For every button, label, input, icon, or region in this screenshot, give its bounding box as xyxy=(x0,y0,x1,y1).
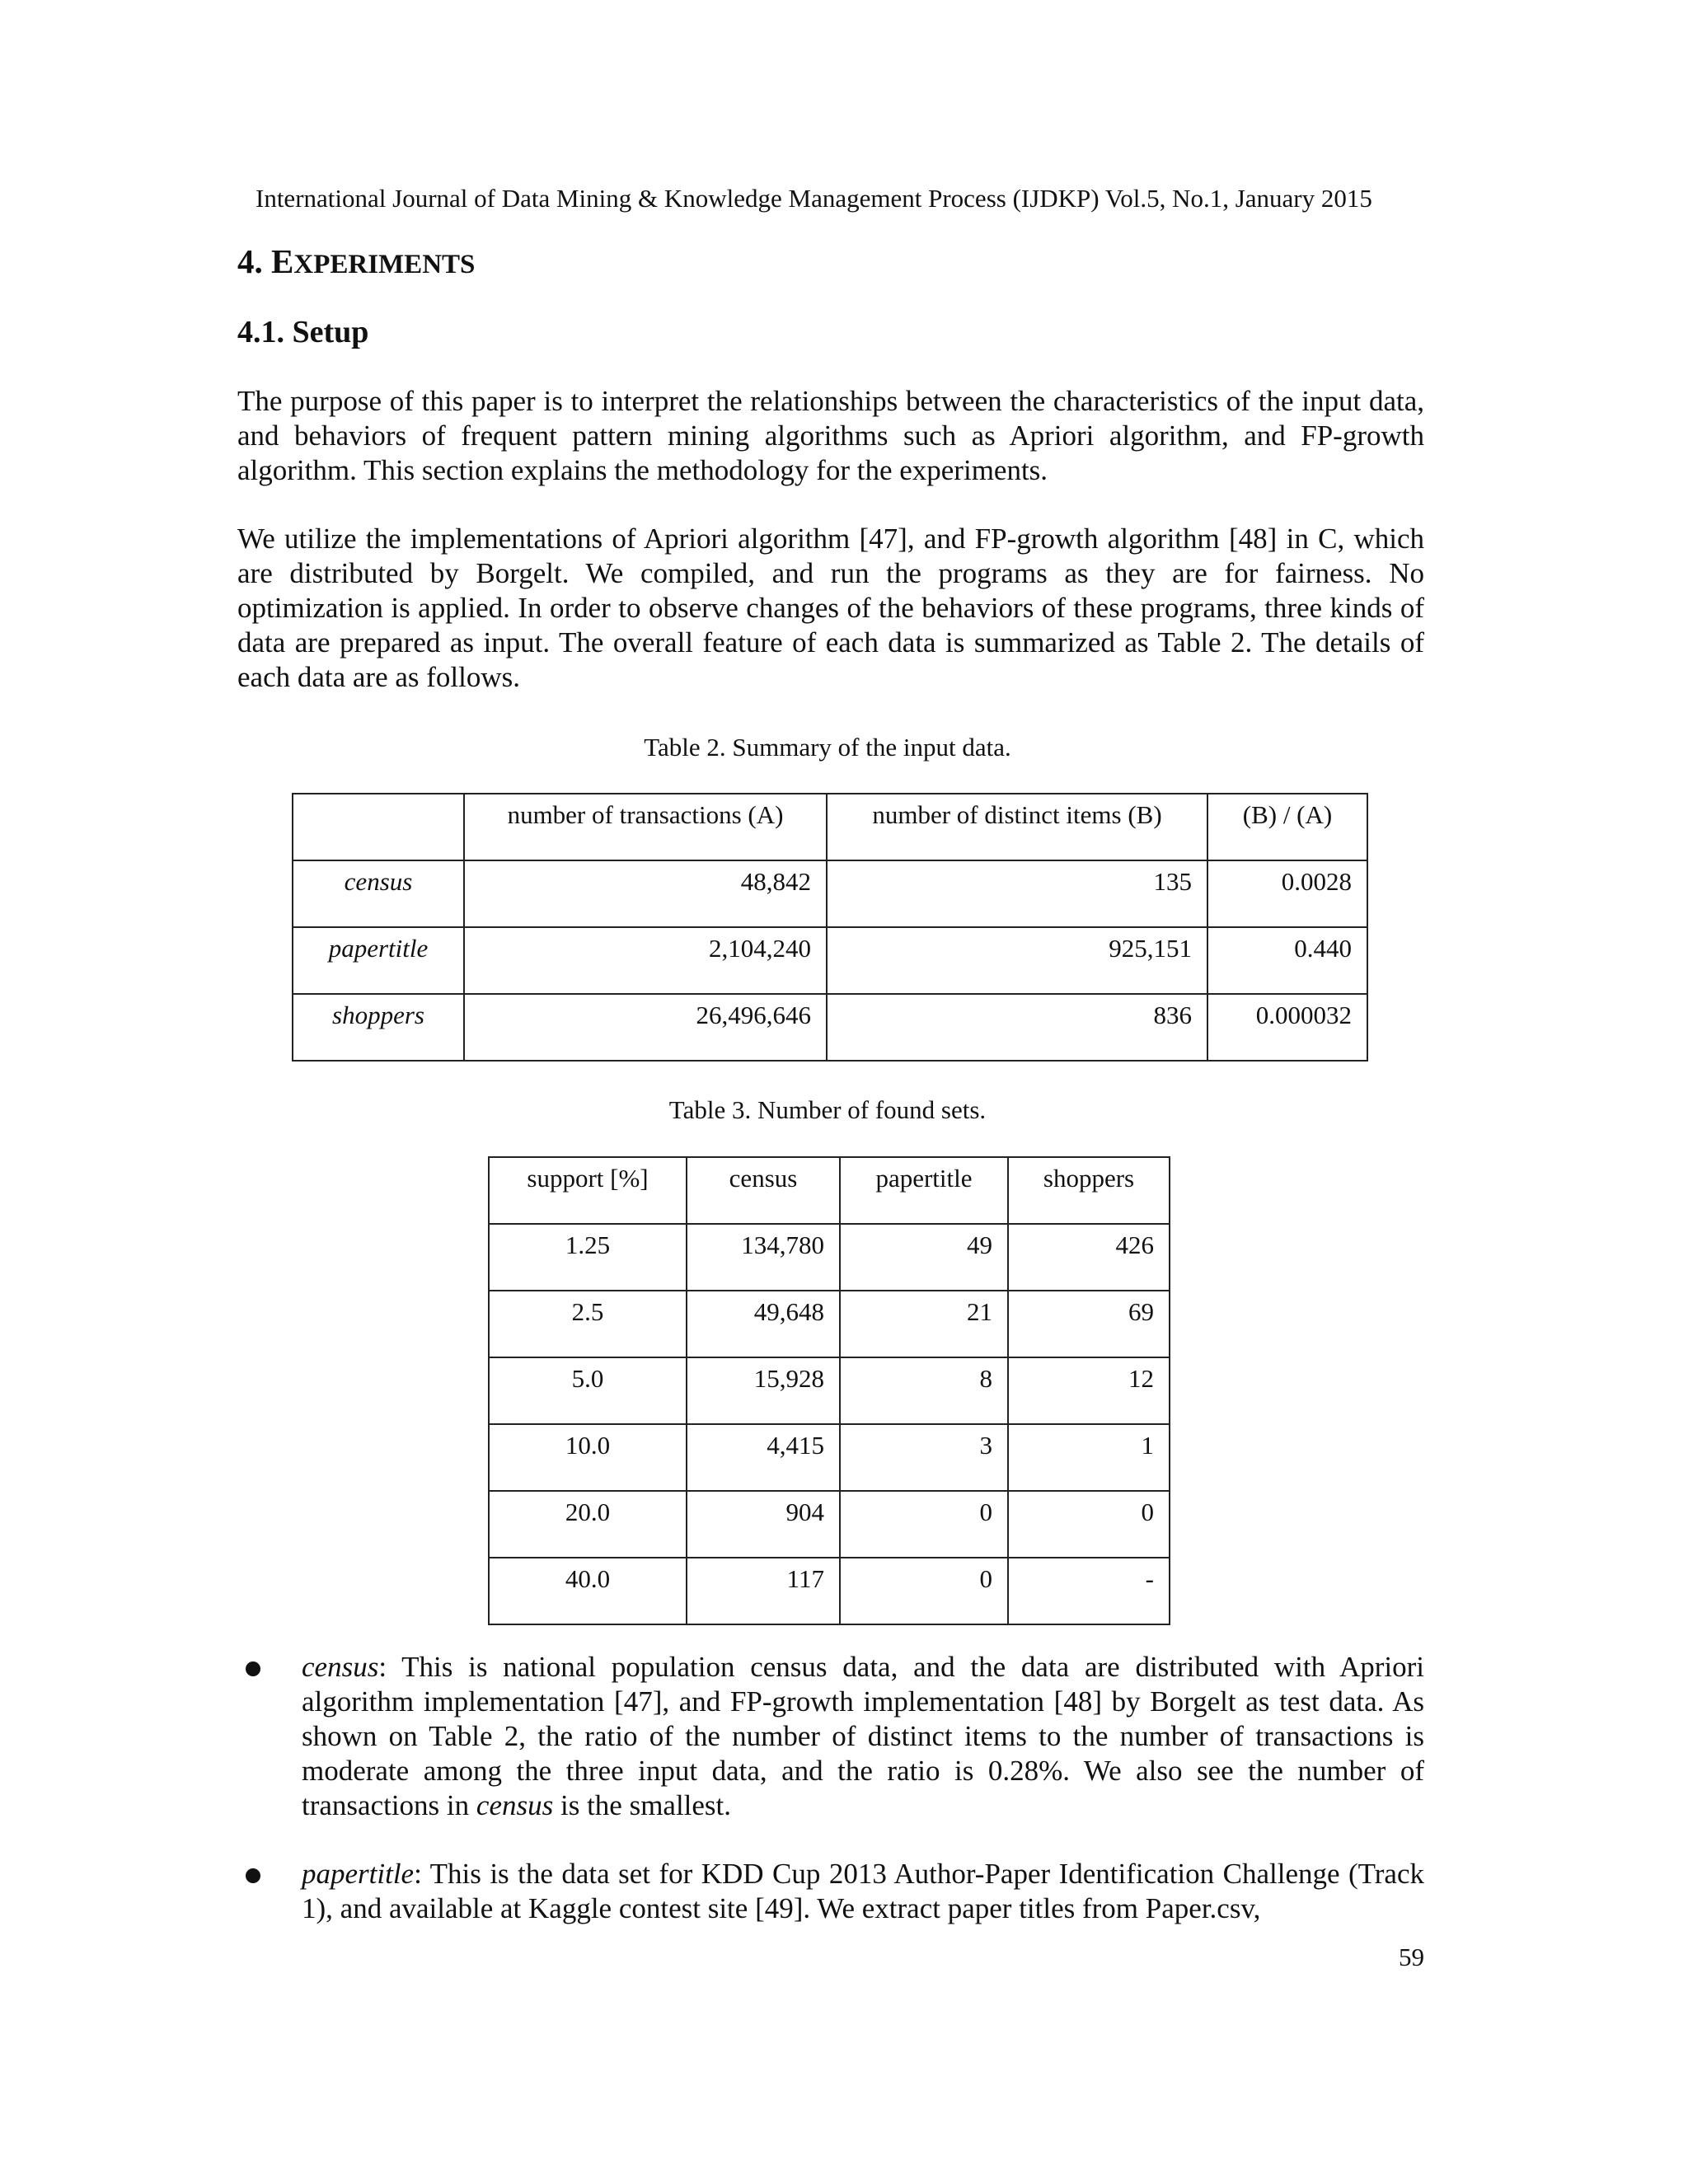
table-cell: 12 xyxy=(1008,1357,1170,1424)
section-title-initial: E xyxy=(271,242,294,280)
bullet-body-end: is the smallest. xyxy=(553,1789,732,1821)
table-found-sets xyxy=(488,1156,1170,1625)
bullet-icon xyxy=(246,1661,260,1676)
section-title-rest: XPERIMENTS xyxy=(293,250,476,279)
section-title xyxy=(237,241,475,285)
table-cell: 26,496,646 xyxy=(464,994,827,1061)
subsection-title: 4.1. Setup xyxy=(237,315,369,349)
table2-caption: Table 2. Summary of the input data. xyxy=(644,733,1011,762)
table3-caption: Table 3. Number of found sets. xyxy=(668,1095,987,1124)
support-cell: 1.25 xyxy=(489,1224,687,1291)
table-cell: 925,151 xyxy=(827,927,1207,994)
table-header-cell: papertitle xyxy=(840,1157,1008,1224)
table-cell: 426 xyxy=(1008,1224,1170,1291)
table-row xyxy=(489,1357,1170,1424)
table-header-cell: support [%] xyxy=(489,1157,687,1224)
table-cell: 3 xyxy=(840,1424,1008,1491)
table-header-row xyxy=(489,1157,1170,1224)
table-cell: 0 xyxy=(840,1558,1008,1624)
table-cell: 8 xyxy=(840,1357,1008,1424)
dataset-term: census xyxy=(476,1789,554,1821)
dataset-term: papertitle xyxy=(302,1858,415,1890)
table-row xyxy=(293,927,1367,994)
table-header-cell: census xyxy=(687,1157,840,1224)
section-number: 4. xyxy=(237,242,263,280)
table-cell: 0.0028 xyxy=(1207,860,1367,927)
support-cell: 2.5 xyxy=(489,1291,687,1357)
dataset-name-cell: census xyxy=(293,860,464,927)
bullet-icon xyxy=(246,1868,260,1883)
bullet-text xyxy=(302,1650,1424,1823)
paragraph-implementation: We utilize the implementations of Apriori algorithm [47], and FP-growth algorithm [48] in C, which are distributed by Borgelt. We compiled, and run the programs as they are for fairness. No optimization is applied. In order to observe changes of the behaviors of these programs, three kinds of data are prepared as input. The overall feature of each data is summarized as Table 2. The details of each data are as follows. xyxy=(237,523,1424,693)
support-cell: 20.0 xyxy=(489,1491,687,1558)
table-cell: 15,928 xyxy=(687,1357,840,1424)
table-cell: 48,842 xyxy=(464,860,827,927)
table-cell: 4,415 xyxy=(687,1424,840,1491)
table-row xyxy=(489,1491,1170,1558)
paragraph-purpose: The purpose of this paper is to interpret the relationships between the characteristics of the input data, and behaviors of frequent pattern mining algorithms such as Apriori algorithm, and FP-growth algorithm. This section explains the methodology for the experiments. xyxy=(237,385,1424,486)
table-cell: 2,104,240 xyxy=(464,927,827,994)
table-cell: 0.440 xyxy=(1207,927,1367,994)
table-header-cell: number of transactions (A) xyxy=(464,794,827,860)
page-number: 59 xyxy=(1399,1943,1424,1971)
table-header-row xyxy=(293,794,1367,860)
table-row xyxy=(489,1224,1170,1291)
table-cell: 0 xyxy=(1008,1491,1170,1558)
table-row xyxy=(293,994,1367,1061)
table-cell: 117 xyxy=(687,1558,840,1624)
table-cell: 134,780 xyxy=(687,1224,840,1291)
table-cell: 135 xyxy=(827,860,1207,927)
table-row xyxy=(489,1291,1170,1357)
table-header-cell: number of distinct items (B) xyxy=(827,794,1207,860)
table-header-cell: shoppers xyxy=(1008,1157,1170,1224)
dataset-name-cell: papertitle xyxy=(293,927,464,994)
table-cell: 69 xyxy=(1008,1291,1170,1357)
bullet-text xyxy=(302,1857,1424,1926)
journal-header: International Journal of Data Mining & Knowledge Management Process (IJDKP) Vol.5, No.1, January 2015 xyxy=(256,184,1372,213)
bullet-body: : This is the data set for KDD Cup 2013 Author-Paper Identification Challenge (Track 1), and available at Kaggle contest site [49]. We extract paper titles from Paper.csv, xyxy=(302,1858,1424,1924)
table-cell: 1 xyxy=(1008,1424,1170,1491)
table-cell: - xyxy=(1008,1558,1170,1624)
table-cell: 0 xyxy=(840,1491,1008,1558)
dataset-term: census xyxy=(302,1651,379,1683)
support-cell: 5.0 xyxy=(489,1357,687,1424)
table-cell: 49,648 xyxy=(687,1291,840,1357)
table-cell: 836 xyxy=(827,994,1207,1061)
table-row xyxy=(489,1424,1170,1491)
bullet-body: : This is national population census data, and the data are distributed with Apriori algorithm implementation [47], and FP-growth implementation [48] by Borgelt as test data. As shown on Table 2, the ratio of the number of distinct items to the number of transactions is moderate among the three input data, and the ratio is 0.28%. We also see the number of transactions in xyxy=(302,1651,1424,1821)
table-cell: 21 xyxy=(840,1291,1008,1357)
dataset-name-cell: shoppers xyxy=(293,994,464,1061)
support-cell: 10.0 xyxy=(489,1424,687,1491)
table-cell: 904 xyxy=(687,1491,840,1558)
table-header-cell: (B) / (A) xyxy=(1207,794,1367,860)
table-header-cell xyxy=(293,794,464,860)
support-cell: 40.0 xyxy=(489,1558,687,1624)
table-row xyxy=(293,860,1367,927)
table-row xyxy=(489,1558,1170,1624)
table-input-summary xyxy=(292,793,1368,1062)
table-cell: 49 xyxy=(840,1224,1008,1291)
table-cell: 0.000032 xyxy=(1207,994,1367,1061)
